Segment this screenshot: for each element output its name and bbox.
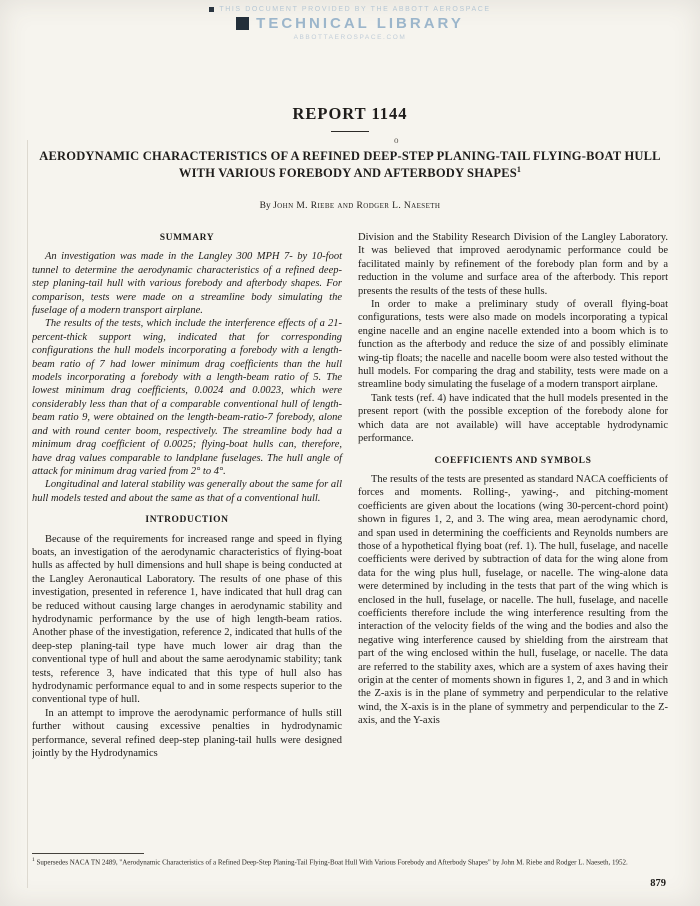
- page-number: 879: [650, 878, 666, 889]
- footnote-rule: [32, 853, 144, 854]
- footnote: [32, 856, 668, 867]
- body-paragraph: In order to make a preliminary study of overall flying-boat configurations, tests were also made on models incorporating a typical engine nacelle and an engine nacelle extended into a boom which is to function as the afterbody and reduce the size of and possibly eliminate wing-tip floats; the nacelle and nacelle boom were also tested without the hull models. For comparing the drag and stability, tests were made on a streamline body simulating the fuselage of a modern transport airplane.: [358, 299, 668, 391]
- introduction-paragraph: In an attempt to improve the aerodynamic performance of hulls still further without causing excessive penalties in hydrodynamic performance, several refined deep-step planing-tail hulls were designed jointly by the Hydrodynamics: [32, 707, 342, 760]
- coefficients-heading: COEFFICIENTS AND SYMBOLS: [434, 455, 592, 466]
- body-paragraph: Division and the Stability Research Division of the Langley Laboratory. It was believed that improved aerodynamic performance could be facilitated mainly by refinement of the forebody plan form and by a reduction in the volume and surface area of the afterbody. This report presents the results of the tests of these hulls.: [358, 232, 668, 297]
- byline-prefix: By: [259, 201, 271, 211]
- byline: [0, 201, 700, 211]
- scan-edge-line: [27, 140, 28, 888]
- summary-heading: SUMMARY: [159, 233, 215, 243]
- watermark-line1-row: [0, 6, 700, 13]
- abbott-logo-icon: [236, 17, 249, 30]
- watermark-line2: TECHNICAL LIBRARY: [256, 15, 464, 32]
- coefficients-paragraph: The results of the tests are presented as standard NACA coefficients of forces and moments. Rolling-, yawing-, and pitching-moment coefficients are given about the locations (wing 30-percent-chord point) shown in figures 1, 2, and 3. The wing area, mean aerodynamic chord, and span used in determining the coefficients and Reynolds numbers are those of a hypothetical flying boat (ref. 1). The hull, fuselage, and nacelle coefficients were derived by subtraction of data for the wing alone from data for the wing plus hull, fuselage, or nacelle. The wing-alone data were determined by including in the tests that part of the wing which is enclosed in the hull, fuselage, or nacelle. The hull, fuselage, and nacelle coefficients therefore include the wing interference resulting from the interaction of the velocity fields of the wing and the bodies and also the negative wing interference caused by shielding from the airstream that part of the wing enclosed within the hull, fuselage, or nacelle. The data are referred to the stability axes, which are a system of axes having their origin at the center of moments shown in figures 1, 2, and 3 and in which the Z-axis is in the plane of symmetry and perpendicular to the relative wind, the X-axis is in the plane of symmetry and perpendicular to the Z-axis, and the Y-axis: [358, 473, 668, 727]
- body-paragraph: Tank tests (ref. 4) have indicated that the hull models presented in the present report (with the possible exception of the forebody alone for which data are not available) will have acceptable hydrodynamic performance.: [358, 392, 668, 445]
- left-column: [32, 231, 342, 851]
- abbott-logo-small-icon: [209, 7, 214, 12]
- scan-artifact-mark: o: [394, 135, 399, 145]
- right-column: [358, 231, 668, 851]
- footnote-marker: 1: [32, 857, 35, 863]
- watermark-line2-row: [0, 15, 700, 32]
- two-column-body: [32, 231, 668, 851]
- watermark: [0, 6, 700, 41]
- summary-paragraph: The results of the tests, which include the interference effects of a 21-percent-thick support wing, indicated that for corresponding configurations the hull models incorporating a forebody with a length-beam ratio of 7 had lower minimum drag coefficients than the hull models incorporating a forebody with a length-beam ratio of 5. The lowest minimum drag coefficients, 0.0024 and 0.0023, which were considerably less than that of a comparable conventional hull of length-beam ratio 9, were obtained on the length-beam-ratio-7 forebody, alone and with round center boom, respectively. The streamline body had a minimum drag coefficient of 0.0025; flying-boat hulls can, therefore, have drag values comparable to landplane fuselages. The hull angle of attack for minimum drag varied from 2° to 4°.: [32, 318, 342, 477]
- watermark-line1: THIS DOCUMENT PROVIDED BY THE ABBOTT AEROSPACE: [219, 6, 491, 13]
- footnote-text: Supersedes NACA TN 2489, "Aerodynamic Characteristics of a Refined Deep-Step Planing-Tail Flying-Boat Hull With Various Forebody and Afterbody Shapes" by John M. Riebe and Rodger L. Naeseth, 1952.: [34, 858, 628, 867]
- watermark-line3: ABBOTTAEROSPACE.COM: [293, 34, 407, 41]
- report-number: REPORT 1144: [292, 104, 408, 123]
- report-title-text: AERODYNAMIC CHARACTERISTICS OF A REFINED DEEP-STEP PLANING-TAIL FLYING-BOAT HULL WITH VARIOUS FOREBODY AND AFTERBODY SHAPES: [39, 149, 661, 181]
- footnote-block: [32, 853, 668, 867]
- title-footnote-marker: 1: [516, 164, 522, 174]
- report-title: [32, 148, 668, 182]
- summary-paragraph: Longitudinal and lateral stability was generally about the same for all hull models tested and about the same as that of a conventional hull.: [32, 479, 342, 504]
- summary-paragraph: An investigation was made in the Langley 300 MPH 7- by 10-foot tunnel to determine the aerodynamic characteristics of a refined deep-step planing-tail hull with various forebody and afterbody shapes. For comparison, tests were made on a streamline body simulating the fuselage of a modern transport airplane.: [32, 251, 342, 317]
- byline-authors: John M. Riebe and Rodger L. Naeseth: [273, 201, 441, 211]
- report-number-rule: [331, 131, 369, 132]
- introduction-heading: INTRODUCTION: [145, 515, 229, 526]
- introduction-paragraph: Because of the requirements for increased range and speed in flying boats, an investigation of the aerodynamic characteristics of flying-boat hulls as affected by hull dimensions and hull shape is being conducted at the Langley Aeronautical Laboratory. The results of one phase of this investigation, presented in reference 1, have indicated that hull drag can be reduced without causing large changes in aerodynamic stability and hydrodynamic performance by the use of high length-beam ratios. Another phase of the investigation, reference 2, indicated that hulls of the deep-step planing-tail type have much lower air drag than the conventional type of hull and about the same aerodynamic stability; tank tests, reference 3, have indicated that this type of hull also has hydrodynamic performance equal to and in some respects superior to the conventional type of hull.: [32, 533, 342, 706]
